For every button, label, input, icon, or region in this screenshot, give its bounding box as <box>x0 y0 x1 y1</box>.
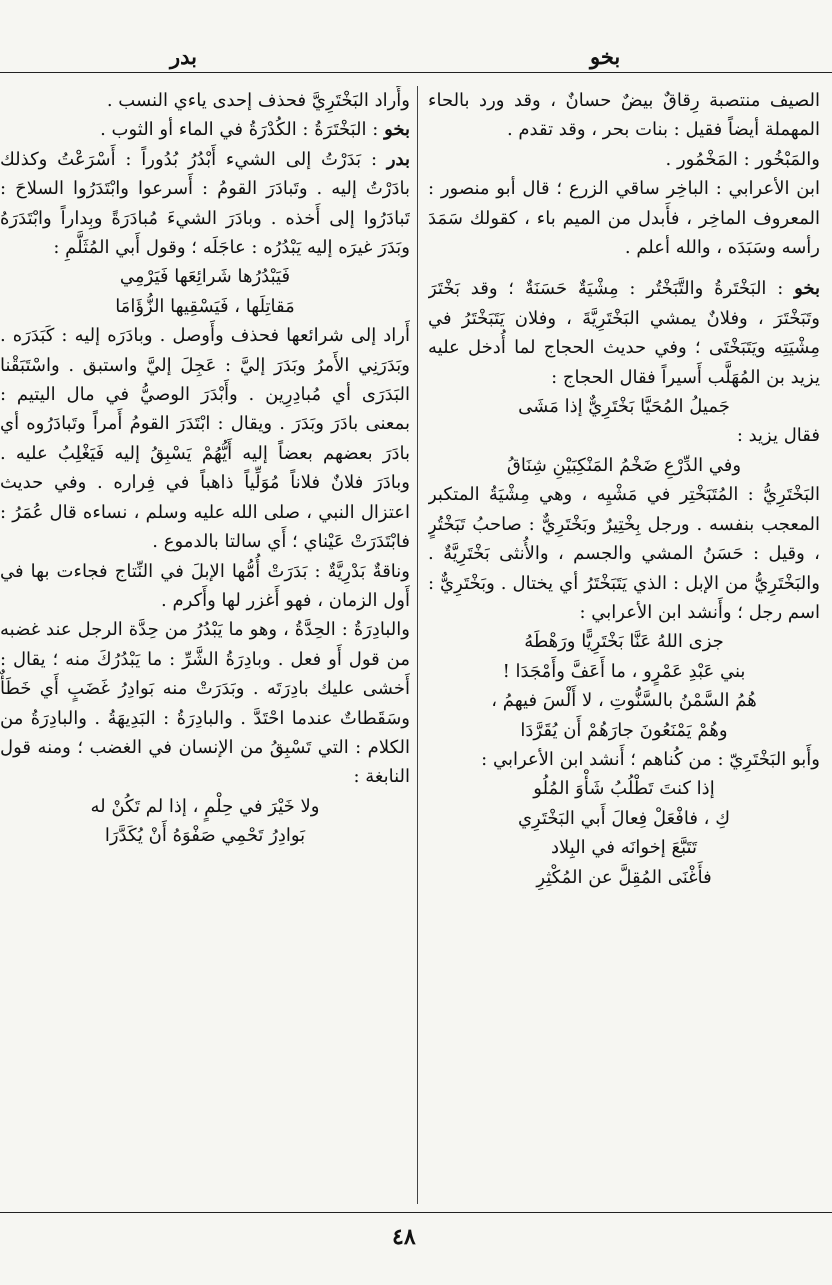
verse-line: تَتَبَّعَ إخوانَه في البِلاد <box>551 837 697 859</box>
text-paragraph: والمَبْخُور : المَخْمُور . <box>665 148 820 170</box>
text-paragraph: وأَراد البَخْتَرِيَّ فحذف إحدى ياءي النسب . <box>106 90 410 111</box>
verse-line: هُمُ السَّمْنُ بالسَّنُّوتِ ، لا أَلْسَ فيهمُ ، <box>491 690 757 712</box>
text-paragraph: والبادِرَةُ : الحِدَّةُ ، وهو ما يَبْدُرُ من حِدَّة الرجل عند غضبه من قول أَو فعل . وبادِرَةُ الشَّرِّ : ما يَبْدُرُكَ منه ؛ يقال : أَخشى عليك بادِرَتَه . وبَدَرَتْ منه بَوادِرُ غَضَبٍ أَي خَطَأٌ وسَقَطاتٌ عندما احْتَدَّ . والبادِرَةُ : البَدِيهَةُ . والبادِرَةُ من الكلام : التي تَسْبِقُ من الإنسان في الغضب ؛ ومنه قول النابغة : <box>0 619 410 788</box>
entry-headword: بدر <box>386 148 410 170</box>
verse-line: ولا خَيْرَ في حِلْمٍ ، إذا لم تَكُنْ له <box>90 795 320 817</box>
text-paragraph: ابن الأعرابي : الباخِر ساقي الزرع ؛ قال أبو منصور : المعروف الماخِر ، فأَبدل من الميم باء ، كقولك سَمَدَ رأسه وسَبَدَه ، والله أعلم . <box>428 178 820 259</box>
entry-text: : البَخْتَرَةُ : الكُدْرَةُ في الماء أو الثوب . <box>100 119 385 141</box>
verse-line: وهُمْ يَمْنَعُونَ جارَهُمْ أَن يُقَرَّدَا <box>520 719 728 741</box>
entry-text: : البَخْتَرةُ والتَّبَخْتُر : مِشْيَةٌ حَسَنَةٌ ؛ وقد بَخْتَرَ وتَبَخْتَرَ ، وفلانٌ يمشي البَخْتَرِيَّةَ ، وفلان يَتَبَخْتَرُ في مِشْيَتِه ويَتَبَخْتَى ؛ وفي حديث الحجاج لما أُدخل عليه يزيد بن المُهَلَّب أَسيراً فقال الحجاج : <box>428 278 820 388</box>
text-paragraph: وناقةٌ بَدْرِيَّةٌ : بَدَرَتْ أُمُّها الإبلَ في النِّتاج فجاءت بها في أَول الزمان ، فهو أَغزر لها وأَكرم . <box>0 560 410 611</box>
verse-line: فأَغْنَى المُقِلَّ عن المُكْثِرِ <box>536 866 712 888</box>
verse-line: وفي الدِّرْعِ ضَخْمُ المَنْكِبَيْنِ شِنَاقُ <box>506 454 742 476</box>
top-rule <box>0 72 832 73</box>
right-column <box>428 86 820 1206</box>
spacer <box>428 262 820 274</box>
verse-line: جَميلُ المُحَيَّا بَخْتَرِيٌّ إذا مَشَى <box>518 396 730 418</box>
text-paragraph: البَخْتَرِيُّ : المُتَبَخْتِر في مَشْيِه ، وهي مِشْيَةُ المتكبر المعجب بنفسه . ورجل بِخْتِيرٌ وبَخْتَرِيٌّ : صاحبُ تَبَخْتُرٍ ، وقيل : حَسَنُ المشي والجسم ، والأُنثى بَخْتَرِيَّةٌ . والبَخْتَرِيُّ من الإبل : الذي يَتَبَخْتَرُ أي يختال . وبَخْتَرِيٌّ : اسم رجل ؛ وأَنشد ابن الأعرابي : <box>428 484 820 623</box>
verse-line: جزى اللهُ عَنَّا بَخْتَرِيًّا ورَهْطَهُ <box>524 631 724 653</box>
column-divider <box>417 86 418 1204</box>
entry-paragraph <box>0 115 410 144</box>
verse-line: إذا كنتَ تَطْلُبُ شَأْوَ المُلُو <box>533 778 715 800</box>
left-column <box>0 86 410 1206</box>
verse-line: مَقاتِلَها ، فَيَسْقِيها الزُّؤَامَا <box>115 295 295 317</box>
header-right-term: بخو <box>590 44 621 69</box>
text-paragraph: فقال يزيد : <box>736 425 820 447</box>
bottom-rule <box>0 1212 832 1213</box>
entry-headword: بخو <box>384 119 410 141</box>
entry-paragraph <box>428 274 820 392</box>
verse-line: كِ ، فافْعَلْ فِعالَ أَبي البَخْتَرِي <box>517 807 731 829</box>
entry-paragraph <box>0 145 410 263</box>
page-number: ٤٨ <box>392 1224 416 1250</box>
verse-line: فَيَبْدُرُها شَرائِعَها فَيَرْمِي <box>119 266 291 288</box>
verse-line: بَوادِرُ تَحْمِي صَفْوَهُ أَنْ يُكَدَّرَا <box>104 825 306 847</box>
text-paragraph: وأَبو البَخْتَرِيّ : من كُناهم ؛ أَنشد ابن الأعرابي : <box>481 748 820 770</box>
entry-text: : بَدَرْتُ إلى الشيء أَبْدُرُ بُدُوراً : أَسْرَعْتُ وكذلك بادَرْتُ إليه . وتَبادَرَ القومُ : أَسرعوا وابْتَدَرُوا السلاحَ : تَبادَرُوا إلى أَخذه . وبادَرَ الشيءَ مُبادَرَةً وبِداراً وابْتَدَرَهُ وبَدَرَ غيرَه إليه يَبْدُرُه : عاجَلَه ؛ وقول أَبي المُثَلَّمِ : <box>0 148 410 259</box>
entry-headword: بخو <box>794 278 820 300</box>
verse-line: بني عَبْدِ عَمْرٍو ، ما أَعَفَّ وأَمْجَدَا ! <box>502 660 746 682</box>
header-left-term: بدر <box>170 44 198 69</box>
text-paragraph: أَراد إلى شرائعها فحذف وأَوصل . وبادَرَه إليه : كَبَدَرَه . وبَدَرَنِي الأَمرُ وبَدَرَ إليَّ : عَجِلَ إليَّ واستبق . واسْتَبَقْنا البَدَرَى أي مُبادِرِين . وأَبْدَرَ الوصيُّ في مال اليتيم : بمعنى بادَرَ وبَدَرَ . ويقال : ابْتَدَرَ القومُ أَمراً وتَبادَرُوه أي بادَرَ بعضهم بعضاً إليه أَيُّهُمْ يَسْبِقُ إليه فَيَغْلِبُ عليه . وبادَرَ فلانٌ فلاناً مُوَلِّياً ذاهباً في فِراره . وفي حديث اعتزال النبي ، صلى الله عليه وسلم ، نساءه قال عُمَرُ : فابْتَدَرَتْ عَيْناي ؛ أَي سالتا بالدموع . <box>0 325 410 553</box>
text-paragraph: الصيف منتصبة رِقاقٌ بيضٌ حسانٌ ، وقد ورد بالحاء المهملة أيضاً فقيل : بنات بحر ، وقد تقدم . <box>428 90 820 141</box>
